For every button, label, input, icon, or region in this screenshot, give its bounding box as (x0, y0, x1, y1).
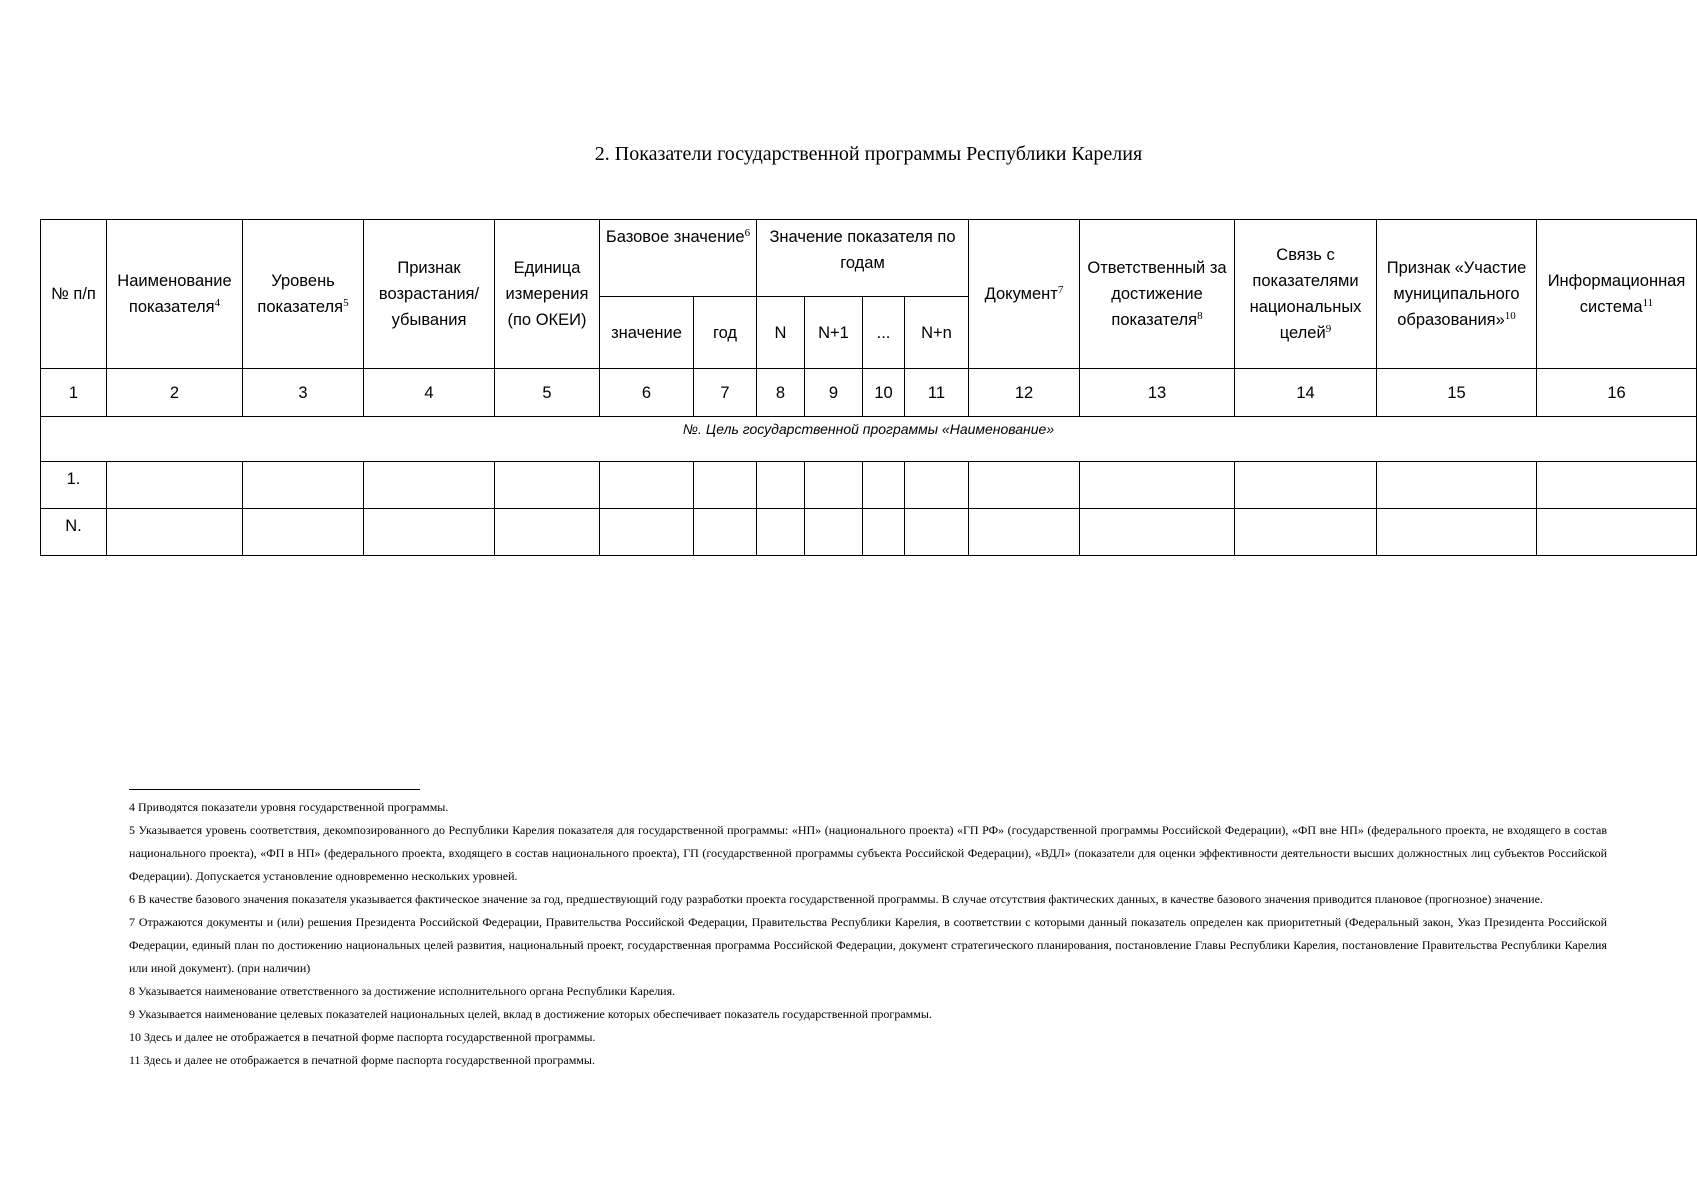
table-cell[interactable] (757, 509, 805, 556)
row-number: 1. (41, 462, 107, 509)
table-cell[interactable] (1080, 509, 1235, 556)
header-row-1 (41, 220, 1697, 297)
col-num: 8 (757, 369, 805, 417)
footnote: 8 Указывается наименование ответственного за достижение исполнительного органа Республики Карелия. (129, 984, 676, 998)
table-cell[interactable] (969, 462, 1080, 509)
table-cell[interactable] (905, 462, 969, 509)
table-cell[interactable] (863, 509, 905, 556)
header-year-nn: N+n (905, 297, 969, 369)
col-num: 9 (805, 369, 863, 417)
table-cell[interactable] (1377, 509, 1537, 556)
table-cell[interactable] (495, 462, 600, 509)
col-num: 1 (41, 369, 107, 417)
table-cell[interactable] (107, 462, 243, 509)
row-number: N. (41, 509, 107, 556)
table-cell[interactable] (1080, 462, 1235, 509)
col-num: 5 (495, 369, 600, 417)
column-number-row (41, 369, 1697, 417)
table-cell[interactable] (1537, 509, 1697, 556)
col-num: 6 (600, 369, 694, 417)
indicators-table (40, 219, 1697, 556)
footnote: 4 Приводятся показатели уровня государственной программы. (129, 800, 449, 814)
goal-row (41, 417, 1697, 462)
col-num: 7 (694, 369, 757, 417)
table-cell[interactable] (969, 509, 1080, 556)
table-cell[interactable] (243, 509, 364, 556)
footnote: 7 Отражаются документы и (или) решения Президента Российской Федерации, Правительства Российской Федерации, Правительства Республики Карелия, в соответствии с которыми данный показатель определен как приоритетный (Федеральный закон, Указ Президента Российской Федерации, единый план по достижению национальных целей развития, национальный проект, государственная программа Российской Федерации, документ стратегического планирования, постановление Главы Республики Карелия, постановление Правительства Республики Карелия или иной документ). (при наличии) (129, 915, 1607, 975)
footnote: 11 Здесь и далее не отображается в печатной форме паспорта государственной программы. (129, 1053, 595, 1067)
header-base: Базовое значение$^6$ (600, 220, 757, 297)
header-unit: Единица измерения (по ОКЕИ) (495, 220, 600, 369)
table-cell[interactable] (694, 462, 757, 509)
table-cell[interactable] (600, 462, 694, 509)
table-cell[interactable] (1235, 509, 1377, 556)
table-cell[interactable] (600, 509, 694, 556)
table-cell[interactable] (863, 462, 905, 509)
header-trend: Признак возрастания/ убывания (364, 220, 495, 369)
col-num: 4 (364, 369, 495, 417)
col-num: 15 (1377, 369, 1537, 417)
header-infosys: Информационная система$^{11}$ (1537, 220, 1697, 369)
table-row (41, 462, 1697, 509)
table-cell[interactable] (805, 462, 863, 509)
footnote: 9 Указывается наименование целевых показателей национальных целей, вклад в достижение которых обеспечивает показатель государственной программы. (129, 1007, 932, 1021)
table-cell[interactable] (905, 509, 969, 556)
header-responsible: Ответственный за достижение показателя$^8$ (1080, 220, 1235, 369)
col-num: 11 (905, 369, 969, 417)
table-cell[interactable] (495, 509, 600, 556)
header-years: Значение показателя по годам (757, 220, 969, 297)
col-num: 13 (1080, 369, 1235, 417)
table-cell[interactable] (1235, 462, 1377, 509)
goal-title: №. Цель государственной программы «Наименование» (41, 417, 1697, 462)
footnote-separator (129, 789, 420, 790)
col-num: 12 (969, 369, 1080, 417)
header-year-dots: ... (863, 297, 905, 369)
page-title: 2. Показатели государственной программы Республики Карелия (594, 143, 1143, 165)
header-num: № п/п (41, 220, 107, 369)
table-cell[interactable] (694, 509, 757, 556)
header-year-n1: N+1 (805, 297, 863, 369)
table-cell[interactable] (805, 509, 863, 556)
col-num: 2 (107, 369, 243, 417)
col-num: 16 (1537, 369, 1697, 417)
header-level: Уровень показателя$^5$ (243, 220, 364, 369)
table-cell[interactable] (243, 462, 364, 509)
table-cell[interactable] (107, 509, 243, 556)
footnotes (129, 796, 1607, 1072)
col-num: 3 (243, 369, 364, 417)
col-num: 14 (1235, 369, 1377, 417)
table-cell[interactable] (364, 509, 495, 556)
table-row (41, 509, 1697, 556)
table-cell[interactable] (757, 462, 805, 509)
header-link: Связь с показателями национальных целей$^9$ (1235, 220, 1377, 369)
footnote: 5 Указывается уровень соответствия, декомпозированного до Республики Карелия показателя для государственной программы: «НП» (национального проекта) «ГП РФ» (государственной программы Российской Федерации), «ФП вне НП» (федерального проекта, не входящего в состав национального проекта), «ФП в НП» (федерального проекта, входящего в состав национального проекта), ГП (государственной программы субъекта Российской Федерации), «ВДЛ» (показатели для оценки эффективности деятельности высших должностных лиц субъектов Российской Федерации). Допускается установление одновременно нескольких уровней. (129, 823, 1607, 883)
table-cell[interactable] (1377, 462, 1537, 509)
header-base-value: значение (600, 297, 694, 369)
col-num: 10 (863, 369, 905, 417)
header-year-n: N (757, 297, 805, 369)
table-cell[interactable] (1537, 462, 1697, 509)
header-base-year: год (694, 297, 757, 369)
table-cell[interactable] (364, 462, 495, 509)
header-municipal: Признак «Участие муниципального образования»$^{10}$ (1377, 220, 1537, 369)
footnote: 6 В качестве базового значения показателя указывается фактическое значение за год, предшествующий году разработки проекта государственной программы. В случае отсутствия фактических данных, в качестве базового значения приводится плановое (прогнозное) значение. (129, 892, 1543, 906)
footnote: 10 Здесь и далее не отображается в печатной форме паспорта государственной программы. (129, 1030, 596, 1044)
header-document: Документ$^7$ (969, 220, 1080, 369)
header-name: Наименование показателя$^4$ (107, 220, 243, 369)
